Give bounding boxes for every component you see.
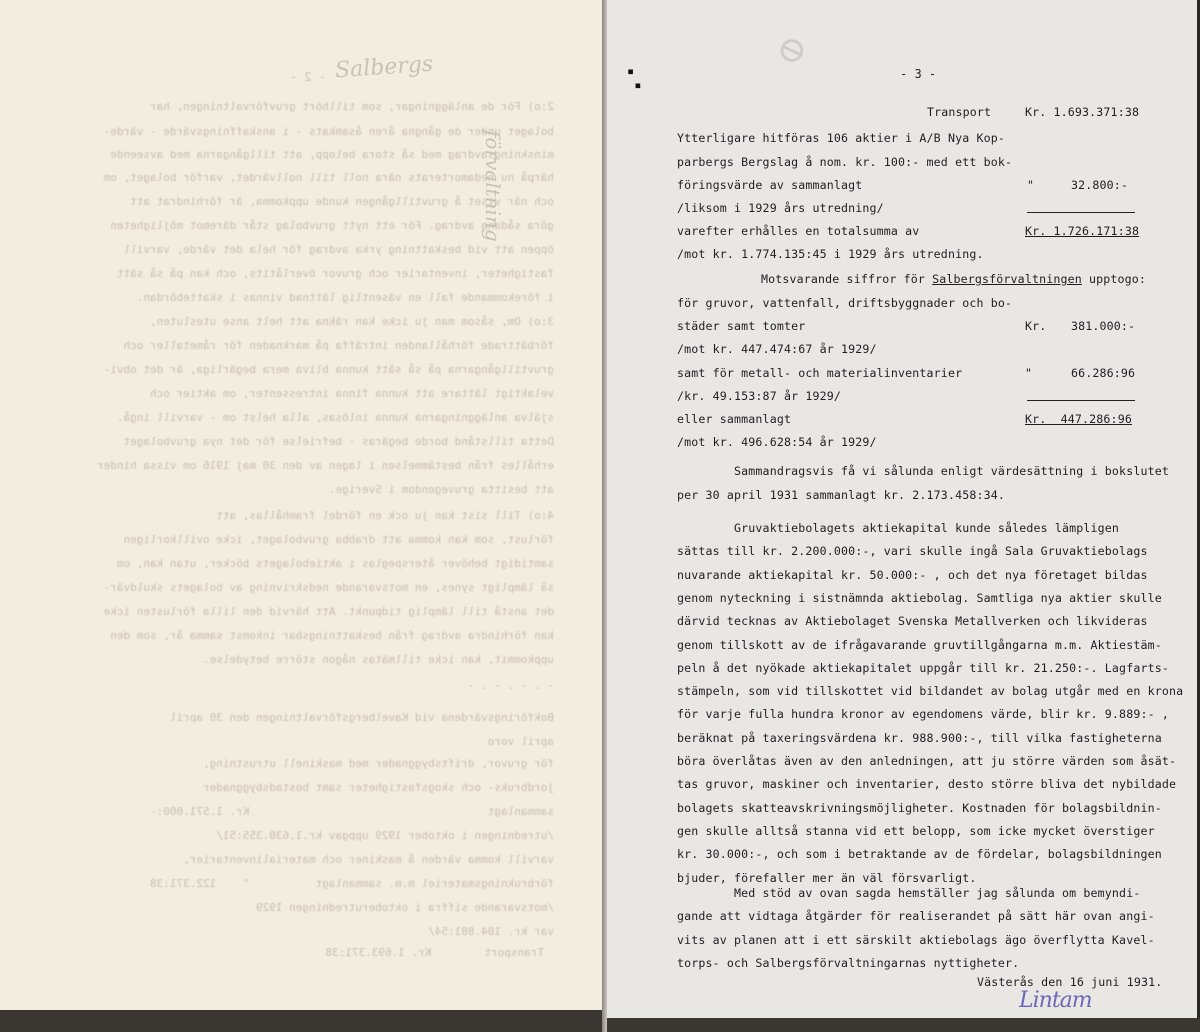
ghost-line: förbättrade förhållanden inträffa på marknaden för råmetaller och [123,339,554,352]
ghost-line: bolaget under de gångna åren åsamkats - i anskaffningsvärde - värde- [103,125,554,138]
closing-date-line: Västerås den 16 juni 1931. [977,975,1163,989]
ghost-line: uppkommit, kan icke tillmätas någon större betydelse. [203,653,554,666]
ghost-line: /utredningen i oktober 1929 uppgav kr.1.630.355:51/ [216,829,554,842]
ghost-line: 3:o) Om, såsom man ju icke kan räkna att helt anse utesluten, [150,315,554,328]
p4-line: tas gruvor, maskiner och inventarier, desto större bliva det nybildade [677,777,1177,792]
left-page-number: - 2 - [289,70,326,84]
ghost-line: sammanlagt Kr. 1.571.000:- [150,805,554,818]
ghost-line: Bokföringsvärdena vid Kavelbergsförvaltningen den 30 april [169,711,554,724]
p4-line: genom tillskott av de ifrågavarande gruvtillgångarna m.m. Aktiestäm- [677,637,1162,652]
p1-line5: varefter erhålles en totalsumma av [677,224,920,238]
ghost-line: 2:o) För de anläggningar, som tillhört gruvförvaltningen, har [150,100,554,113]
ghost-line: att besitta gruvegendom i Sverige. [328,483,554,496]
p2-line1: Motsvarande siffror för Salbergsförvaltningen upptogo: [761,272,1147,286]
p3-line: Sammandragsvis få vi sålunda enligt värdesättning i bokslutet [677,464,1169,478]
p1-line1: Ytterligare hitföras 106 aktier i A/B Nya Kop- [677,131,1005,145]
right-page-number: - 3 - [900,67,937,81]
p5-line: vits av planen att i ett särskilt aktiebolags ägo överflytta Kavel- [677,932,1155,947]
ghost-line: öppen att vid beskattning yrka avdrag för hela det värde, varvill [123,243,554,256]
ghost-line: samtidigt behöver återspeglas i aktiebolagets böcker, utan kan, om [116,557,554,570]
transport-amount: Kr. 1.693.371:38 [1025,105,1140,119]
ghost-line: fastigheter, inventarier och gruvor överlåtits, och kan på så sätt [116,267,554,280]
ghost-line: erhålles från bestämmelsen i lagen av den 30 maj 1916 om vissa hinder [97,459,554,472]
p4-line: bjuder, förefaller mer än väl försvarligt. [677,870,977,885]
p2-line5: samt för metall- och materialinventarier [677,366,963,380]
p1-ditto-mark: " [1027,178,1035,192]
p2-line7: eller sammanlagt [677,412,792,426]
p1-line6: /mot kr. 1.774.135:45 i 1929 års utredning. [677,247,984,261]
scan-background [0,1010,604,1032]
p2-amount-gruvor: 381.000:- [1071,319,1136,333]
p2-amount-inventarier: 66.286:96 [1071,366,1136,380]
p5-line: gande att vidtaga åtgärder för realiserandet på sätt här ovan angi- [677,909,1155,924]
ghost-line: varvill komma värden å maskiner och materialinventarier, [183,853,554,866]
ghost-line: gruvtillgångarna på så sätt kunna bliva mera begärliga, är det obvi- [103,363,554,376]
punch-marks: ▪ ▪ [627,64,642,92]
p2-line4: /mot kr. 447.474:67 år 1929/ [677,342,877,356]
p4-line: stämpeln, som vid tillskottet vid bildandet av bolag utgår med en krona [677,684,1184,699]
ghost-line: göra sådana avdrag. För ett nytt gruvbolag står däremot möjligheten [110,219,554,232]
ghost-line: april voro [487,735,554,748]
ghost-line: var kr. 104.801:54/ [428,925,554,938]
ghost-line: själva anläggningarna kunna inlösas, alla helst om - varvill ingå. [116,411,554,424]
faint-stamp-mark: ⊘ [767,29,817,72]
p4-line: sättas till kr. 2.200.000:-, vari skulle ingå Sala Gruvaktiebolags [677,544,1148,559]
p4-line: böra överlåtas även av den anledningen, att ju större värden som åsät- [677,754,1177,768]
p2-currency: Kr. [1025,319,1047,333]
p2-line3: städer samt tomter [677,319,806,333]
p4-line: därvid tecknas av Aktiebolaget Svenska Metallverken och likvideras [677,614,1148,629]
p4-line: genom nyteckning i sistnämnda aktiebolag. Samtliga nya aktier skulle [677,590,1162,605]
pencil-note: Salbergs [334,51,434,84]
ghost-line: jordbruks- och skogsfastigheter samt bostadsbyggnader [203,781,554,794]
ghost-line: minskningsavdrag med så stora belopp, att tillgångarna med avseende [110,148,554,161]
transport-label: Transport [927,105,992,119]
right-page [607,0,1197,1018]
ghost-line: Detta tillstånd borde begäras - befrielse för det nya gruvbolaget [123,435,554,448]
p4-line: kr. 30.000:-, och som i betraktande av de fördelar, bolagsbildningen [677,847,1162,862]
p4-line: peln å det nyökade aktiekapitalet uppgår till kr. 21.250:-. Lagfarts- [677,660,1169,675]
p2-total-amount: Kr. 447.286:96 [1025,412,1132,426]
p1-total-amount: Kr. 1.726.171:38 [1025,224,1140,238]
p4-line: Gruvaktiebolagets aktiekapital kunde således lämpligen [677,521,1120,535]
sum-rule-2 [1027,400,1135,401]
p5-line: torps- och Salbergsförvaltningarnas nyttigheter. [677,955,1020,970]
p2-line6: /kr. 49.153:87 år 1929/ [677,389,841,403]
scan-background-right [607,1018,1200,1032]
pencil-note-margin: förvaltning [481,130,505,242]
p5-line: Med stöd av ovan sagda hemställer jag sålunda om bemyndi- [677,886,1141,900]
ghost-line: Transport Kr. 1.693.371:38 [325,946,544,959]
ghost-line: förlust, som kan komma att drabba gruvbolaget, icke ovillkorligen [123,533,554,546]
p2-line2: för gruvor, vattenfall, driftsbyggnader och bo- [677,296,1013,310]
p1-line4: /liksom i 1929 års utredning/ [677,201,884,215]
ghost-line: för gruvor, driftsbyggnader med maskinell utrustning, [203,757,554,770]
p1-line2: parbergs Bergslag å nom. kr. 100:- med ett bok- [677,155,1013,169]
p2-ditto-mark: " [1025,366,1033,380]
p4-line: gen skulle alltså stanna vid ett belopp, som icke mycket överstiger [677,823,1155,838]
salbergsforvaltningen-underlined: Salbergsförvaltningen [932,272,1082,286]
ghost-line: så lämpligt synes, en motsvarande nedskrivning av bolagets skuldvär- [103,581,554,594]
left-page-show-through-text [0,0,604,1010]
p1-line3: föringsvärde av sammanlagt [677,178,863,192]
p4-line: bolagets skatteavskrivningsmöjligheter. Kostnaden för bolagsbildnin- [677,800,1162,815]
ghost-line: /motsvarande siffra i oktoberutredningen 1929 [255,901,554,914]
p1-amount-aktier: 32.800:- [1071,178,1129,192]
left-page [0,0,606,1010]
p2-line8: /mot kr. 496.628:54 år 1929/ [677,435,877,449]
handwritten-signature: Lintam [1019,988,1092,1013]
ghost-line: 4:o) Till sist kan ju ock en fördel framhållas, att [216,509,554,522]
ghost-line: och när viset å gruvtillgången kunde uppkomma, är förhindrat att [130,195,554,208]
ghost-line: - . - . - . - [467,679,554,692]
ghost-line: kan förhindra avdrag från beskattningsbar inkomst samma år, som den [110,629,554,642]
ghost-line: i förekommande fall en väsentlig lättnad vinnas i skattebördan. [136,291,554,304]
ghost-line: det anstå till lämplig tidpunkt. Att härvid den lilla förlusten icke [103,605,554,618]
ghost-line: förbrukningsmateriel m.m. sammanlagt " 122.371:38 [150,877,554,890]
p4-line: för varje fulla hundra kronor av egendomens värde, blir kr. 9.889:- , [677,707,1169,722]
ghost-line: velaktigt lättare att kunna finna intressenter, om aktier och [150,387,554,400]
sum-rule-1 [1027,212,1135,213]
ghost-line: härpå nu nedamorterats nära noll till nollvärdet, varför bolaget, om [103,171,554,184]
p4-line: beräknat på taxeringsvärdena kr. 988.900:-, till vilka fastigheterna [677,730,1162,745]
p4-line: nuvarande aktiekapital kr. 50.000:- , och det nya företaget bildas [677,567,1148,582]
p3-line: per 30 april 1931 sammanlagt kr. 2.173.458:34. [677,488,1005,502]
